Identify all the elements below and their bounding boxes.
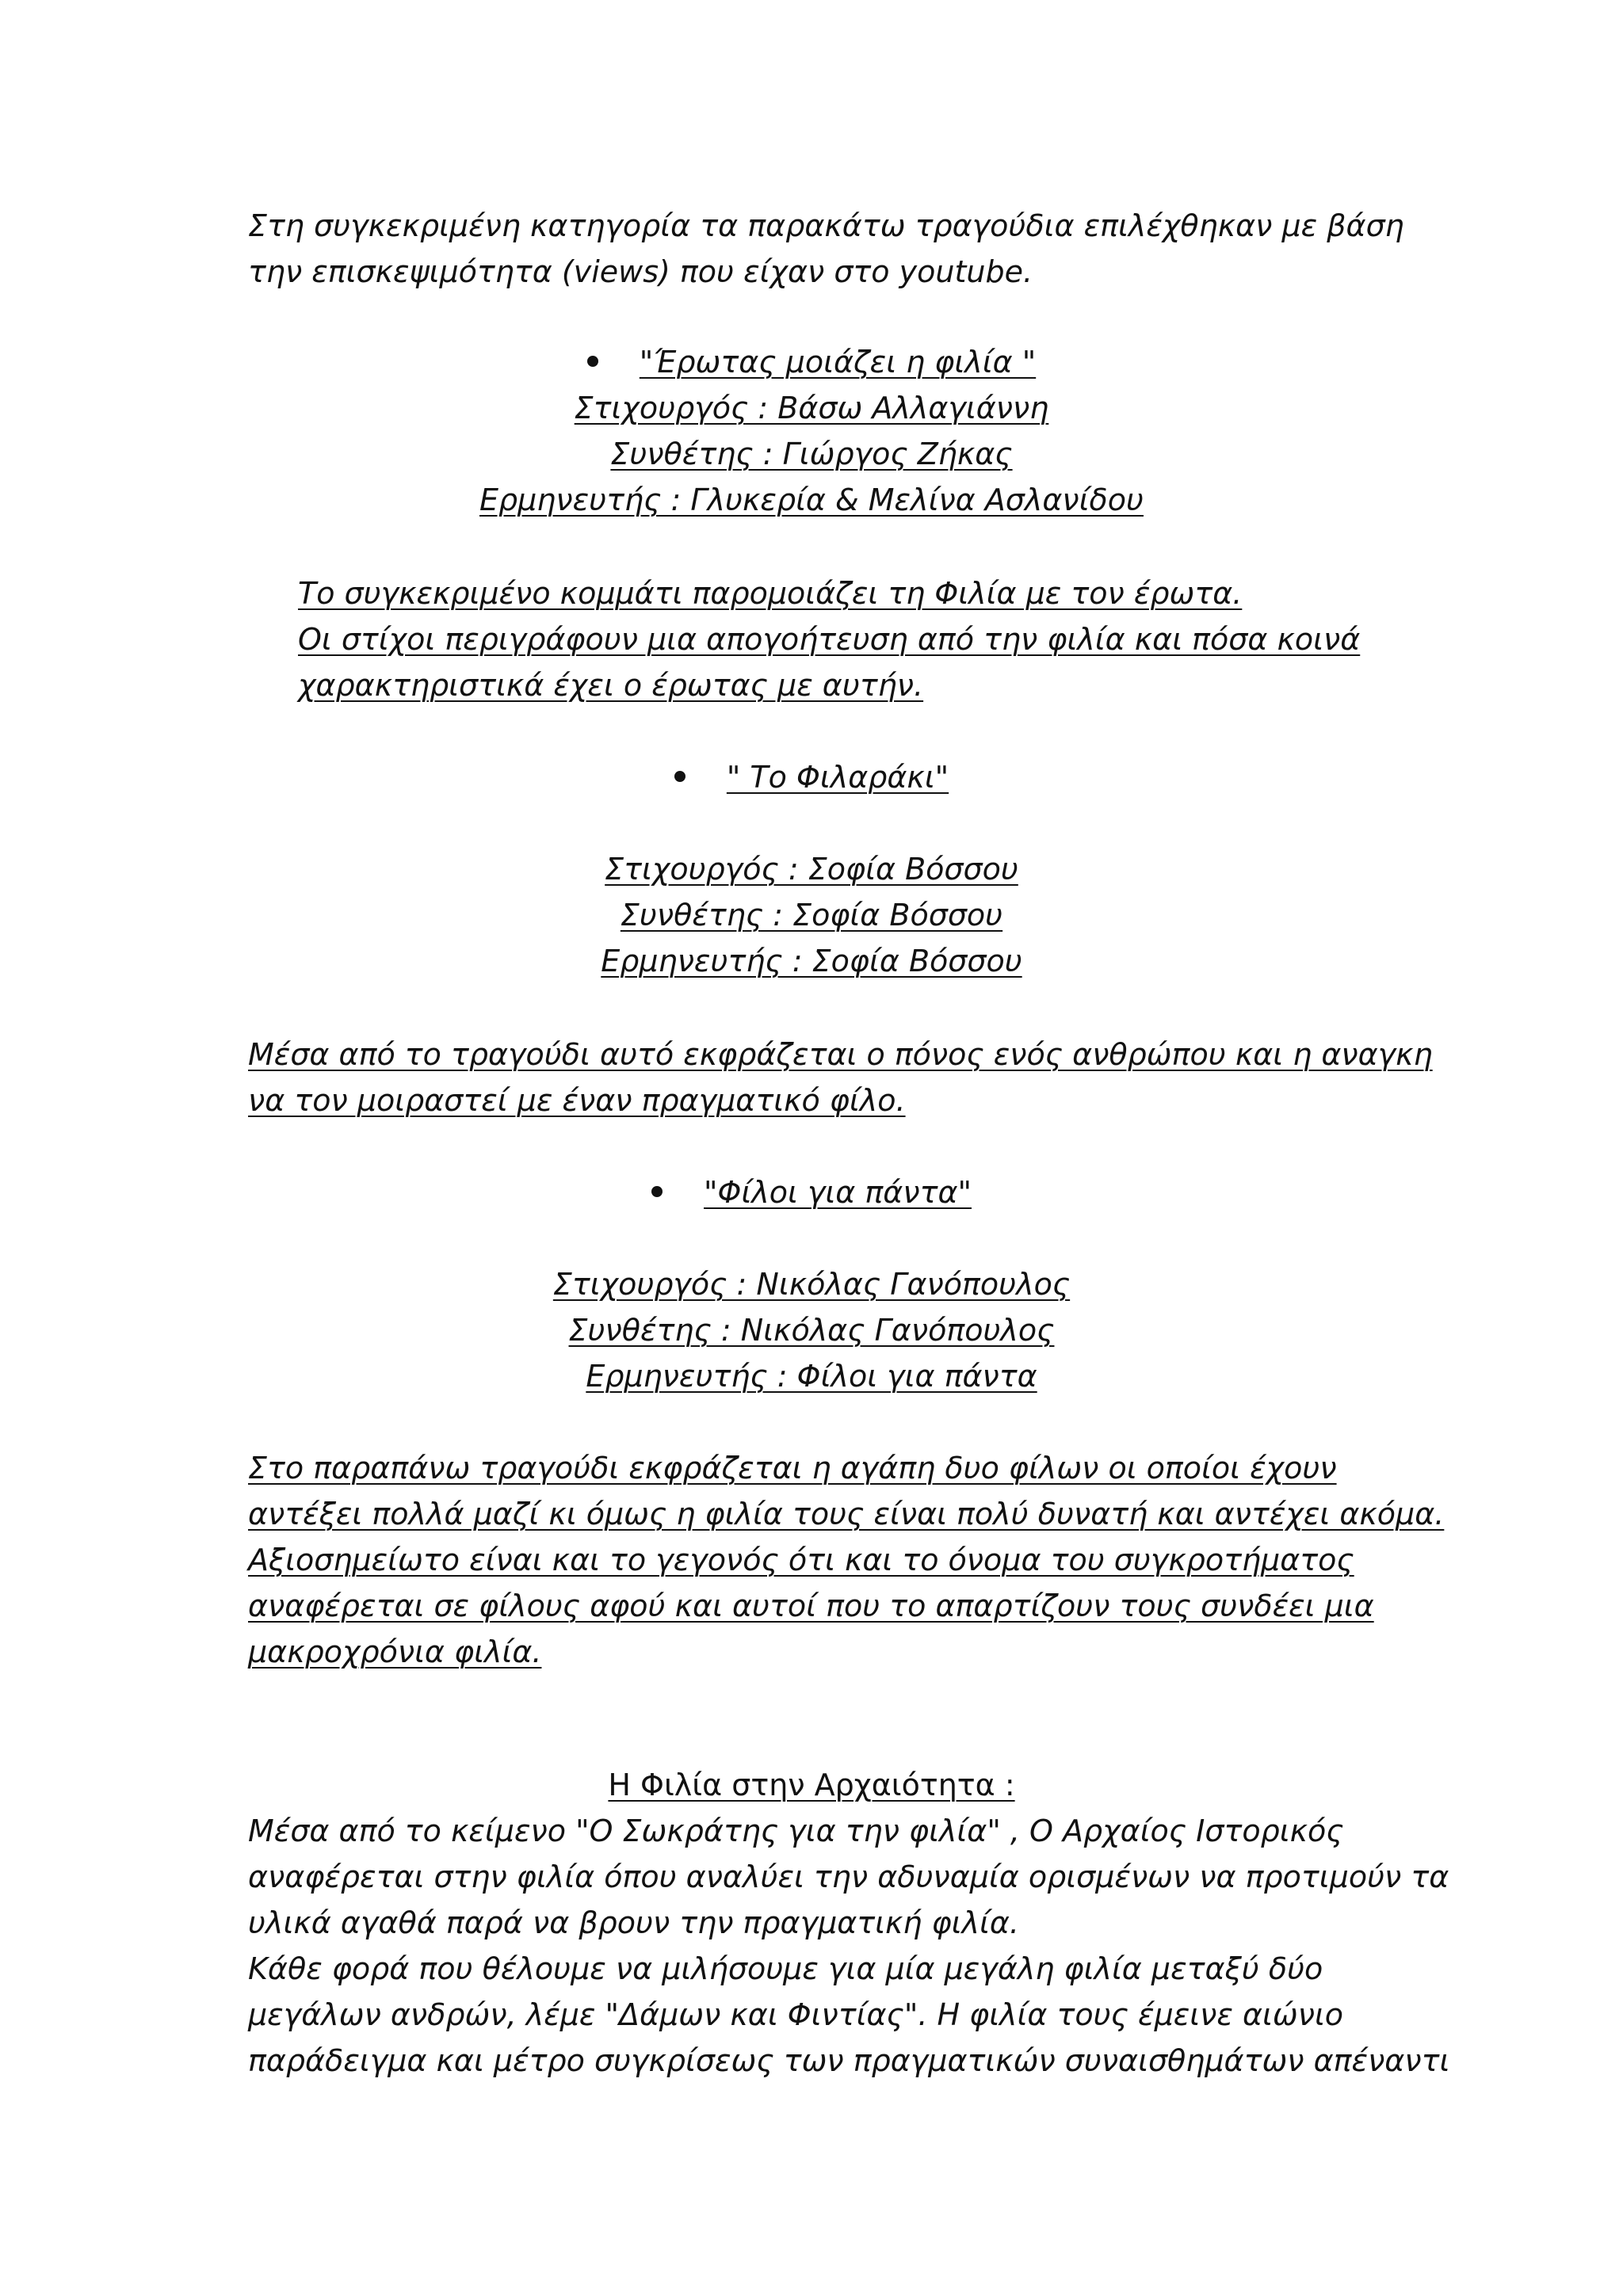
song-2-description-line-1: Μέσα από το τραγούδι αυτό εκφράζεται ο πόνος ενός ανθρώπου και η αναγκη [248, 1037, 1433, 1072]
antiquity-line-3: υλικά αγαθά παρά να βρουν την πραγματική φιλία. [248, 1905, 1019, 1940]
song-1-performer: Ερμηνευτής : Γλυκερία & Μελίνα Ασλανίδου [479, 482, 1144, 517]
bullet-icon [674, 771, 685, 782]
antiquity-line-4: Κάθε φορά που θέλουμε να μιλήσουμε για μία μεγάλη φιλία μεταξύ δύο [248, 1951, 1323, 1986]
antiquity-line-5: μεγάλων ανδρών, λέμε "Δάμων και Φιντίας". Η φιλία τους έμεινε αιώνιο [248, 1997, 1344, 2032]
song-1-composer: Συνθέτης : Γιώργος Ζήκας [610, 437, 1013, 471]
song-2-composer: Συνθέτης : Σοφία Βόσσου [620, 898, 1003, 933]
song-1-description-line-2: Οι στίχοι περιγράφουν μια απογοήτευση από την φιλία και πόσα κοινά [298, 622, 1361, 657]
bullet-icon [587, 356, 598, 367]
song-2-lyricist: Στιχουργός : Σοφία Βόσσου [605, 852, 1018, 887]
song-title-text: "Φίλοι για πάντα" [704, 1175, 972, 1210]
song-1-description-line-3: χαρακτηριστικά έχει ο έρωτας με αυτήν. [298, 668, 924, 703]
intro-line-2: την επισκεψιμότητα (views) που είχαν στο youtube. [248, 254, 1033, 289]
bullet-icon [651, 1186, 663, 1197]
song-1-lyricist: Στιχουργός : Βάσω Αλλαγιάννη [574, 391, 1049, 425]
song-1-description-line-1: Το συγκεκριμένο κομμάτι παρομοιάζει τη Φιλία με τον έρωτα. [298, 576, 1243, 611]
song-3-description-line-2: αντέξει πολλά μαζί κι όμως η φιλία τους είναι πολύ δυνατή και αντέχει ακόμα. [248, 1497, 1445, 1531]
song-2-performer: Ερμηνευτής : Σοφία Βόσσου [601, 944, 1022, 978]
song-title-text: "Έρωτας μοιάζει η φιλία " [639, 345, 1037, 379]
song-3-lyricist: Στιχουργός : Νικόλας Γανόπουλος [552, 1267, 1071, 1302]
antiquity-line-1: Μέσα από το κείμενο "Ο Σωκράτης για την φιλία" , Ο Αρχαίος Ιστορικός [248, 1814, 1344, 1848]
section-heading-antiquity: Η Φιλία στην Αρχαιότητα : [608, 1768, 1015, 1802]
song-3-description-line-5: μακροχρόνια φιλία. [248, 1634, 542, 1669]
intro-line-1: Στη συγκεκριμένη κατηγορία τα παρακάτω τραγούδια επιλέχθηκαν με βάση [248, 208, 1404, 243]
song-2-description-line-2: να τον μοιραστεί με έναν πραγματικό φίλο. [248, 1083, 906, 1118]
song-3-description-line-3: Αξιοσημείωτο είναι και το γεγονός ότι και το όνομα του συγκροτήματος [248, 1543, 1354, 1577]
antiquity-line-6: παράδειγμα και μέτρο συγκρίσεως των πραγματικών συναισθημάτων απέναντι [248, 2043, 1450, 2078]
song-3-composer: Συνθέτης : Νικόλας Γανόπουλος [568, 1313, 1055, 1348]
song-3-performer: Ερμηνευτής : Φίλοι για πάντα [586, 1359, 1037, 1394]
song-title-2 [0, 754, 1623, 800]
antiquity-line-2: αναφέρεται στην φιλία όπου αναλύει την αδυναμία ορισμένων να προτιμούν τα [248, 1859, 1449, 1894]
song-3-description-line-1: Στο παραπάνω τραγούδι εκφράζεται η αγάπη δυο φίλων οι οποίοι έχουν [248, 1451, 1337, 1486]
song-3-description-line-4: αναφέρεται σε φίλους αφού και αυτοί που το απαρτίζουν τους συνδέει μια [248, 1589, 1374, 1623]
song-title-text: " Το Φιλαράκι" [726, 760, 949, 795]
song-title-1 [0, 339, 1623, 385]
song-title-3 [0, 1169, 1623, 1215]
